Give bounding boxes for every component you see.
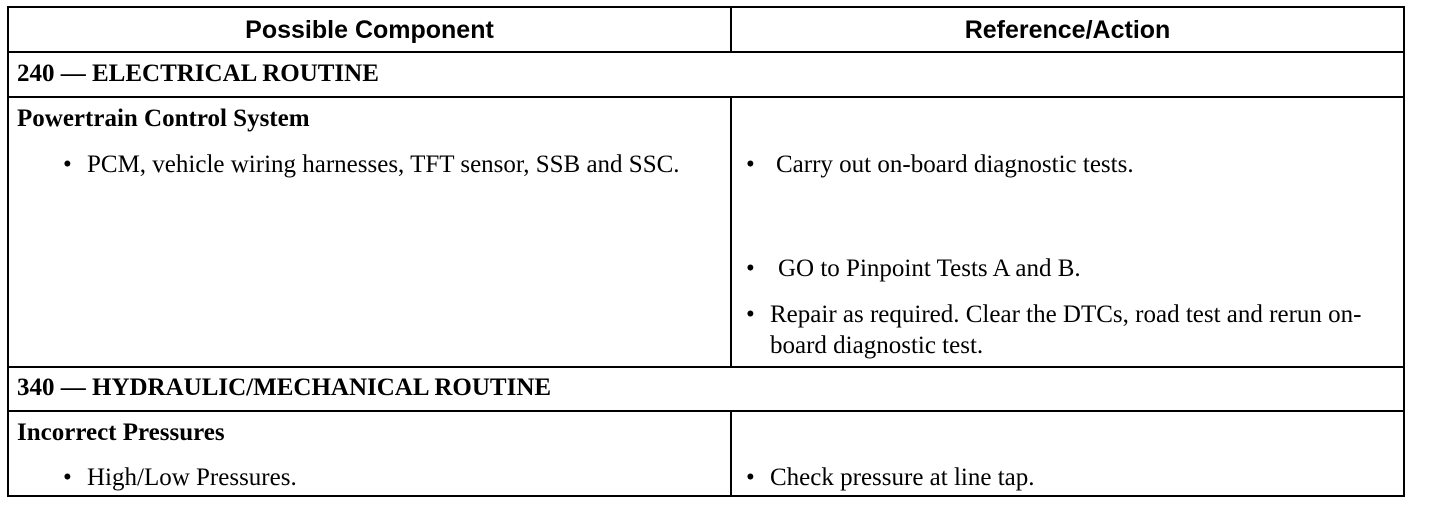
action-item bbox=[746, 299, 1386, 361]
action-item-text: Check pressure at line tap. bbox=[770, 464, 1035, 491]
column-divider-section-2 bbox=[730, 411, 732, 497]
header-possible-component: Possible Component bbox=[245, 15, 494, 44]
bullet-dot: • bbox=[746, 255, 755, 282]
action-item-text: Carry out on-board diagnostic tests. bbox=[776, 151, 1134, 178]
bullet-dot: • bbox=[63, 151, 72, 178]
column-divider-section-1 bbox=[730, 97, 732, 367]
bullet-dot: • bbox=[746, 464, 755, 491]
bullet-dot: • bbox=[746, 151, 755, 178]
action-item bbox=[746, 149, 1366, 180]
group-title-powertrain: Powertrain Control System bbox=[17, 105, 310, 132]
component-item bbox=[63, 149, 711, 180]
bullet-dot: • bbox=[746, 301, 755, 328]
bullet-dot: • bbox=[63, 464, 72, 491]
component-item-text: PCM, vehicle wiring harnesses, TFT sensor, SSB and SSC. bbox=[87, 151, 680, 178]
rule-below-section-2-title bbox=[9, 410, 1403, 412]
component-item bbox=[63, 462, 711, 493]
action-item bbox=[746, 462, 1366, 493]
group-title-incorrect-pressures: Incorrect Pressures bbox=[17, 419, 225, 446]
diagnostic-table bbox=[7, 6, 1405, 497]
rule-below-section-1-title bbox=[9, 96, 1403, 98]
action-item bbox=[746, 253, 1366, 284]
action-item-text: GO to Pinpoint Tests A and B. bbox=[778, 255, 1081, 282]
rule-below-section-1-body bbox=[9, 366, 1403, 368]
section-title-electrical: 240 — ELECTRICAL ROUTINE bbox=[17, 60, 379, 87]
component-item-text: High/Low Pressures. bbox=[87, 464, 297, 491]
header-reference-action: Reference/Action bbox=[964, 15, 1171, 44]
section-title-hydraulic: 340 — HYDRAULIC/MECHANICAL ROUTINE bbox=[17, 374, 552, 401]
action-item-text: Repair as required. Clear the DTCs, road test and rerun on-board diagnostic test. bbox=[770, 301, 1362, 359]
